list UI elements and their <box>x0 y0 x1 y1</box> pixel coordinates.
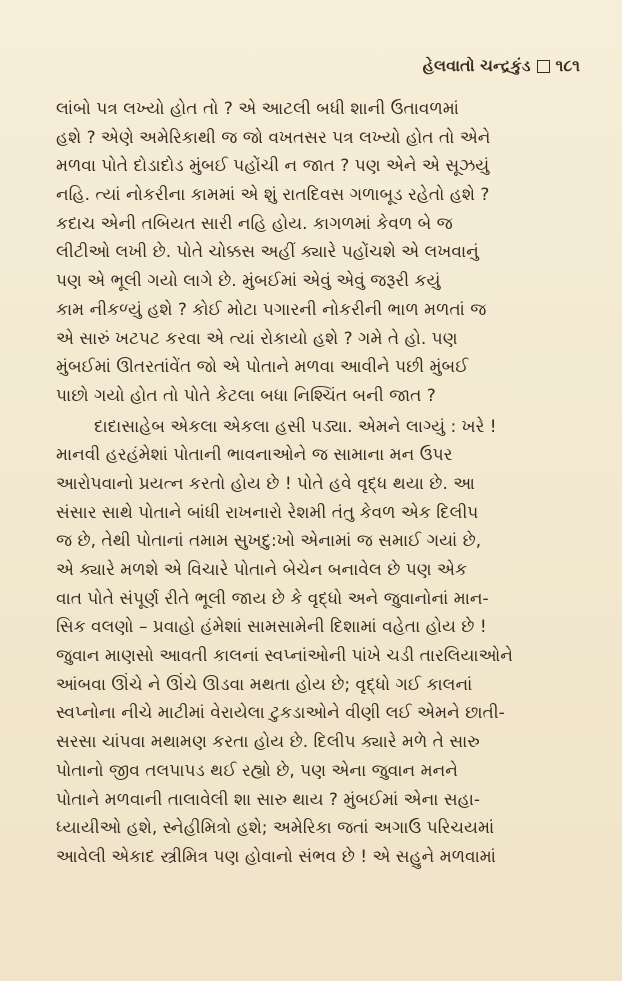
text-line: એ સારું ખટપટ કરવા એ ત્યાં રોકાયો હશે ? ગમે તે હો. પણ <box>56 328 458 349</box>
text-line: જ છે, તેથી પોતાનાં તમામ સુખદુ:ખો એનામાં જ સમાઈ ગયાં છે, <box>56 531 482 552</box>
text-line: મળવા પોતે દોડાદોડ મુંબઈ પહોંચી ન જાત ? પણ એને એ સૂઝયું <box>56 156 490 177</box>
text-line: માનવી હરહંમેશાં પોતાની ભાવનાઓને જ સામાના મન ઉપર <box>56 445 453 466</box>
text-line: કામ નીકળ્યું હશે ? કોઈ મોટા પગારની નોકરીની ભાળ મળતાં જ <box>56 299 487 320</box>
body-text <box>56 95 572 872</box>
text-line: નહિ. ત્યાં નોકરીના કામમાં એ શું રાતદિવસ ગળાબૂડ રહેતો હશે ? <box>56 185 490 206</box>
text-line: કદાચ એની તબિયત સારી નહિ હોય. કાગળમાં કેવળ બે જ <box>56 213 453 234</box>
text-line: પોતાને મળવાની તાલાવેલી શા સારુ થાય ? મુંબઈમાં એના સહા- <box>56 789 481 810</box>
text-line: પોતાનો જીવ તલપાપડ થઈ રહ્યો છે, પણ એના જુવાન મનને <box>56 760 458 781</box>
text-line: એ ક્યારે મળશે એ વિચારે પોતાને બેચેન બનાવેલ છે પણ એક <box>56 560 467 580</box>
running-title: હેલવાતો ચન્દ્રકુંડ <box>422 56 531 75</box>
text-line: ધ્યાયીઓ હશે, સ્નેહીમિત્રો હશે; અમેરિકા જતાં અગાઉ પરિચયમાં <box>56 818 495 839</box>
paragraph-first-line: લાંબો પત્ર લખ્યો હોત તો ? એ આટલી બધી શાની ઉતાવળમાં <box>56 99 459 119</box>
text-line: આવેલી એકાદ સ્ત્રીમિત્ર પણ હોવાનો સંભવ છે ! એ સહુને મળવામાં <box>56 846 496 867</box>
text-line: લીટીઓ લખી છે. પોતે ચોક્કસ અહીં ક્યારે પહોંચશે એ લખવાનું <box>56 242 479 263</box>
text-line: સ્વપ્નોના નીચે માટીમાં વેરાયેલા ટુકડાઓને વીણી લઈ એમને છાતી- <box>56 703 505 724</box>
square-separator-icon <box>537 60 550 73</box>
page-number: ૧૮૧ <box>555 56 580 75</box>
text-line: પણ એ ભૂલી ગયો લાગે છે. મુંબઈમાં એવું એવું જરૂરી કયું <box>56 271 441 292</box>
text-line: સિક વલણો – પ્રવાહો હંમેશાં સામસામેની દિશામાં વહેતા હોય છે ! <box>56 617 487 638</box>
text-line: સંસાર સાથે પોતાને બાંધી રાખનારો રેશમી તંતુ કેવળ એક દિલીપ <box>56 502 479 523</box>
running-header <box>423 56 580 76</box>
text-line: આરોપવાનો પ્રયત્ન કરતો હોય છે ! પોતે હવે વૃદ્ધ થયા છે. આ <box>56 473 475 494</box>
text-line: સરસા ચાંપવા મથામણ કરતા હોય છે. દિલીપ ક્યારે મળે તે સારુ <box>56 732 480 753</box>
text-line: આંબવા ઊંચે ને ઊંચે ઊડવા મથતા હોય છે; વૃદ્ધો ગઈ કાલનાં <box>56 674 473 695</box>
text-line: મુંબઈમાં ઊતરતાંવેંત જો એ પોતાને મળવા આવીને પછી મુંબઈ <box>56 357 469 378</box>
text-line: વાત પોતે સંપૂર્ણ રીતે ભૂલી જાય છે કે વૃદ્ધો અને જુવાનોનાં માન- <box>56 588 489 609</box>
text-line: પાછો ગયો હોત તો પોતે કેટલા બધા નિશ્ચિંત બની જાત ? <box>56 385 436 406</box>
text-line: જુવાન માણસો આવતી કાલનાં સ્વપ્નાંઓની પાંખે ચડી તારલિયાઓને <box>56 646 513 667</box>
paragraph-first-line: દાદાસાહેબ એકલા એકલા હસી પડ્યા. એમને લાગ્યું : ખરે ! <box>94 416 497 437</box>
text-line: હશે ? એણે અમેરિકાથી જ જો વખતસર પત્ર લખ્યો હોત તો એને <box>56 127 491 148</box>
